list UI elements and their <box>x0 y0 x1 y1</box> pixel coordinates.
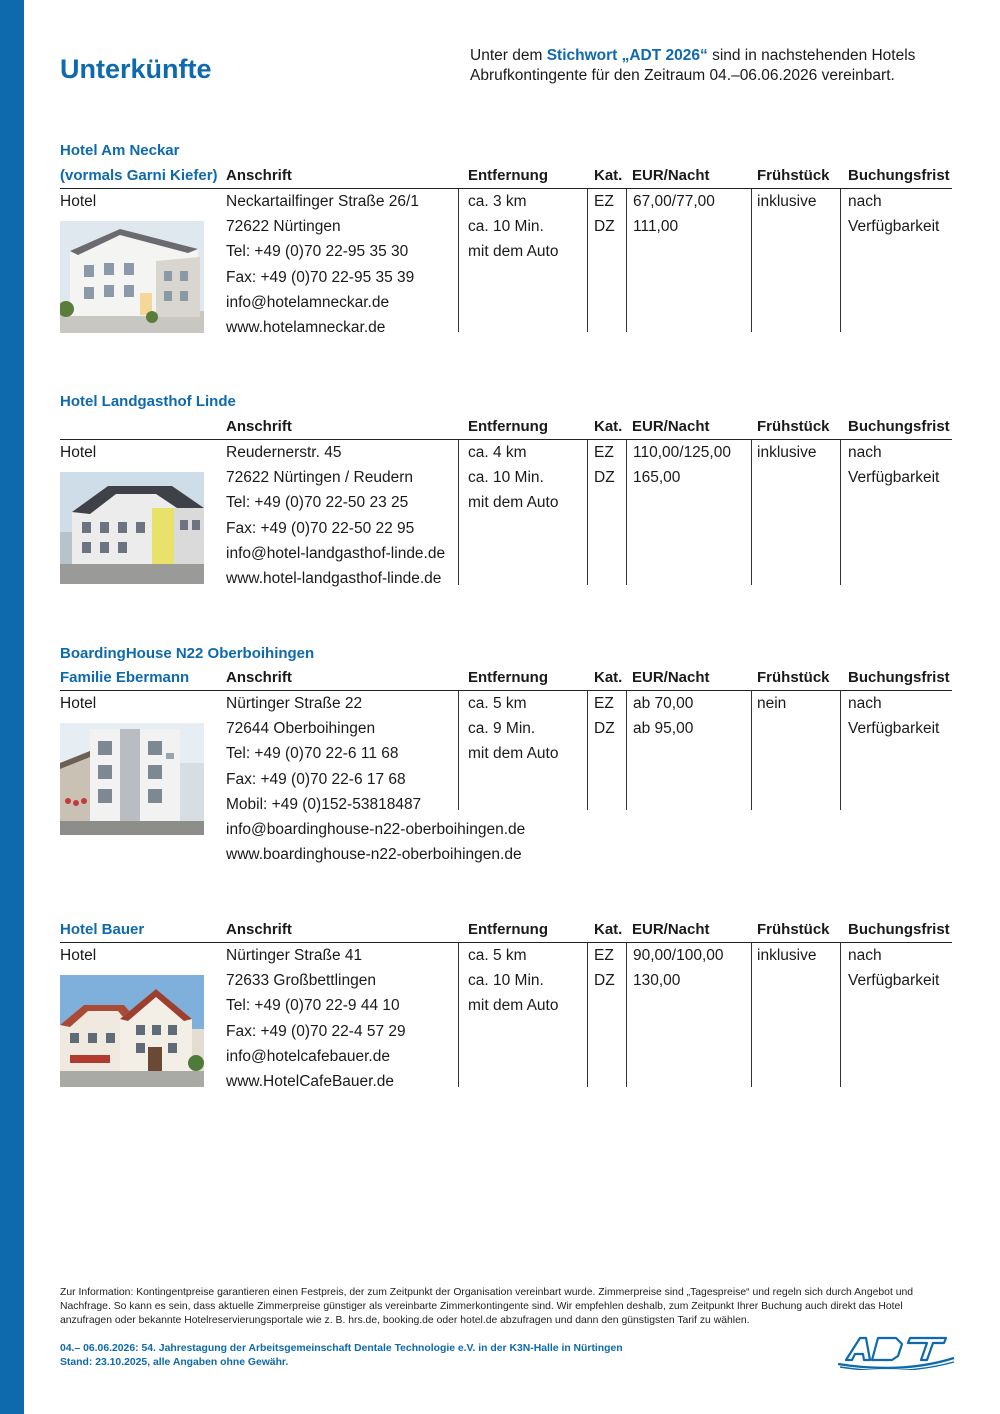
address-column <box>226 440 445 591</box>
address-column <box>226 189 419 340</box>
hotel-subtitle: (vormals Garni Kiefer) <box>60 167 218 184</box>
deadline-column <box>848 943 939 993</box>
address-phone: Tel: +49 (0)70 22-9 44 10 <box>226 997 400 1015</box>
kat-column <box>594 943 615 993</box>
address-street: Nürtinger Straße 41 <box>226 947 363 964</box>
address-website: www.hotelamneckar.de <box>226 318 386 336</box>
deadline-column <box>848 189 939 239</box>
col-entfernung: Entfernung <box>468 167 548 184</box>
breakfast-value: inklusive <box>757 947 817 964</box>
price-ez: ab 70,00 <box>633 695 694 712</box>
footer-event <box>60 1342 623 1370</box>
adt-logo-icon <box>836 1334 956 1370</box>
column-divider <box>626 943 627 1087</box>
address-website: www.boardinghouse-n22-oberboihingen.de <box>226 846 522 864</box>
intro-prefix: Unter dem <box>470 47 543 64</box>
intro-line-2: Abrufkontingente für den Zeitraum 04.–06.06.2026 vereinbart. <box>470 67 895 84</box>
intro-keyword: Stichwort „ADT 2026“ <box>546 47 708 64</box>
kat-ez: EZ <box>594 193 614 210</box>
distance-min: ca. 10 Min. <box>468 972 544 990</box>
deadline-line-2: Verfügbarkeit <box>848 972 940 990</box>
col-eur: EUR/Nacht <box>632 921 710 938</box>
price-dz: 111,00 <box>633 218 679 236</box>
column-divider <box>458 943 459 1087</box>
col-eur: EUR/Nacht <box>632 167 710 184</box>
col-fruehstueck: Frühstück <box>757 167 830 184</box>
col-fruehstueck: Frühstück <box>757 418 830 435</box>
address-column <box>226 943 406 1094</box>
distance-km: ca. 4 km <box>468 444 527 461</box>
col-anschrift: Anschrift <box>226 418 292 435</box>
hotel-photo <box>60 975 204 1087</box>
price-dz: 130,00 <box>633 972 681 990</box>
price-ez: 67,00/77,00 <box>633 193 715 210</box>
kat-column <box>594 691 615 741</box>
column-divider <box>751 943 752 1087</box>
breakfast-value: inklusive <box>757 444 817 461</box>
kat-ez: EZ <box>594 947 614 964</box>
deadline-line-2: Verfügbarkeit <box>848 218 940 236</box>
intro-text <box>470 46 970 86</box>
distance-column <box>468 691 558 767</box>
address-fax: Fax: +49 (0)70 22-95 35 39 <box>226 268 415 286</box>
col-frist: Buchungsfrist <box>848 669 950 686</box>
column-divider <box>458 440 459 585</box>
address-website: www.hotel-landgasthof-linde.de <box>226 569 442 587</box>
distance-mode: mit dem Auto <box>468 997 559 1015</box>
footer-event-line-2: Stand: 23.10.2025, alle Angaben ohne Gewähr. <box>60 1357 289 1368</box>
footer-event-line-1: 04.– 06.06.2026: 54. Jahrestagung der Arbeitsgemeinschaft Dentale Technologie e.V. in der K3N-Halle in Nürtingen <box>60 1343 623 1354</box>
column-divider <box>587 943 588 1087</box>
deadline-line-2: Verfügbarkeit <box>848 469 940 487</box>
distance-mode: mit dem Auto <box>468 494 559 512</box>
distance-min: ca. 10 Min. <box>468 218 544 236</box>
distance-mode: mit dem Auto <box>468 243 559 261</box>
hotel-name: Hotel Am Neckar <box>60 142 180 159</box>
boardinghouse-photo-icon <box>60 723 204 835</box>
distance-column <box>468 943 558 1019</box>
deadline-line-2: Verfügbarkeit <box>848 720 940 738</box>
deadline-line-1: nach <box>848 193 882 210</box>
deadline-line-1: nach <box>848 695 882 712</box>
hotel-name: Hotel Bauer <box>60 921 145 938</box>
column-divider <box>840 691 841 810</box>
distance-km: ca. 3 km <box>468 193 527 210</box>
price-ez: 110,00/125,00 <box>633 444 731 461</box>
price-dz: 165,00 <box>633 469 681 487</box>
col-frist: Buchungsfrist <box>848 167 950 184</box>
column-divider <box>458 189 459 332</box>
distance-column <box>468 440 558 516</box>
address-fax: Fax: +49 (0)70 22-6 17 68 <box>226 770 406 788</box>
table-header <box>60 667 952 691</box>
col-anschrift: Anschrift <box>226 921 292 938</box>
adt-logo <box>836 1334 956 1370</box>
col-kat: Kat. <box>594 418 623 435</box>
address-phone: Tel: +49 (0)70 22-95 35 30 <box>226 243 409 261</box>
column-divider <box>626 691 627 810</box>
distance-min: ca. 10 Min. <box>468 469 544 487</box>
hotel-type: Hotel <box>60 947 97 964</box>
distance-km: ca. 5 km <box>468 695 527 712</box>
address-city: 72622 Nürtingen <box>226 218 341 236</box>
col-kat: Kat. <box>594 669 623 686</box>
column-divider <box>751 189 752 332</box>
brand-sidebar-stripe <box>0 0 24 1414</box>
address-city: 72633 Großbettlingen <box>226 972 376 990</box>
breakfast-value: nein <box>757 695 787 712</box>
kat-column <box>594 440 615 490</box>
col-frist: Buchungsfrist <box>848 921 950 938</box>
hotel-linde-photo-icon <box>60 472 204 584</box>
address-fax: Fax: +49 (0)70 22-4 57 29 <box>226 1022 406 1040</box>
price-column <box>633 189 715 239</box>
hotel-subtitle: Familie Ebermann <box>60 669 190 686</box>
hotel-type: Hotel <box>60 695 97 712</box>
col-anschrift: Anschrift <box>226 669 292 686</box>
deadline-column <box>848 691 939 741</box>
column-divider <box>840 943 841 1087</box>
col-kat: Kat. <box>594 921 623 938</box>
deadline-line-1: nach <box>848 947 882 964</box>
address-email: info@boardinghouse-n22-oberboihingen.de <box>226 820 526 838</box>
address-email: info@hotelcafebauer.de <box>226 1047 390 1065</box>
deadline-column <box>848 440 939 490</box>
col-frist: Buchungsfrist <box>848 418 950 435</box>
hotel-am-neckar-photo-icon <box>60 221 204 333</box>
hotel-photo <box>60 472 204 584</box>
col-entfernung: Entfernung <box>468 669 548 686</box>
col-entfernung: Entfernung <box>468 418 548 435</box>
col-fruehstueck: Frühstück <box>757 669 830 686</box>
kat-column <box>594 189 615 239</box>
col-eur: EUR/Nacht <box>632 418 710 435</box>
distance-km: ca. 5 km <box>468 947 527 964</box>
hotel-name: Hotel Landgasthof Linde <box>60 393 236 410</box>
table-header <box>60 165 952 189</box>
column-divider <box>751 691 752 810</box>
col-kat: Kat. <box>594 167 623 184</box>
address-phone: Tel: +49 (0)70 22-50 23 25 <box>226 494 409 512</box>
price-column <box>633 943 724 993</box>
column-divider <box>840 189 841 332</box>
kat-ez: EZ <box>594 695 614 712</box>
address-email: info@hotel-landgasthof-linde.de <box>226 544 446 562</box>
column-divider <box>626 440 627 585</box>
hotel-bauer-photo-icon <box>60 975 204 1087</box>
distance-mode: mit dem Auto <box>468 745 559 763</box>
table-header <box>60 919 952 943</box>
distance-column <box>468 189 558 265</box>
column-divider <box>587 189 588 332</box>
kat-ez: EZ <box>594 444 614 461</box>
col-fruehstueck: Frühstück <box>757 921 830 938</box>
column-divider <box>751 440 752 585</box>
table-header <box>60 416 952 440</box>
price-ez: 90,00/100,00 <box>633 947 724 964</box>
kat-dz: DZ <box>594 218 615 236</box>
hotel-type: Hotel <box>60 193 97 210</box>
hotel-photo <box>60 723 204 835</box>
page-title: Unterkünfte <box>60 54 212 84</box>
price-column <box>633 691 693 741</box>
address-email: info@hotelamneckar.de <box>226 293 390 311</box>
address-website: www.HotelCafeBauer.de <box>226 1072 395 1090</box>
address-street: Nürtinger Straße 22 <box>226 695 363 712</box>
column-divider <box>626 189 627 332</box>
deadline-line-1: nach <box>848 444 882 461</box>
kat-dz: DZ <box>594 469 615 487</box>
price-column <box>633 440 731 490</box>
hotel-photo <box>60 221 204 333</box>
col-eur: EUR/Nacht <box>632 669 710 686</box>
kat-dz: DZ <box>594 972 615 990</box>
column-divider <box>587 440 588 585</box>
kat-dz: DZ <box>594 720 615 738</box>
hotel-name: BoardingHouse N22 Oberboihingen <box>60 645 315 662</box>
address-street: Neckartailfinger Straße 26/1 <box>226 193 419 210</box>
col-entfernung: Entfernung <box>468 921 548 938</box>
col-anschrift: Anschrift <box>226 167 292 184</box>
hotel-type: Hotel <box>60 444 97 461</box>
price-dz: ab 95,00 <box>633 720 694 738</box>
address-city: 72622 Nürtingen / Reudern <box>226 469 413 487</box>
column-divider <box>840 440 841 585</box>
logo-text: ADT <box>896 1354 898 1355</box>
distance-min: ca. 9 Min. <box>468 720 536 738</box>
intro-suffix: sind in nachstehenden Hotels <box>712 47 916 64</box>
footer-info-text: Zur Information: Kontingentpreise garantieren einen Festpreis, der zum Zeitpunkt der Organisation vereinbart wurde. Zimmerpreise sind „Tagespreise“ und regeln sich durch Angebot und Nachfrage. So kann es sein, dass aktuelle Zimmerpreise günstiger als vereinbarte Zimmerkontingente sind. Wir empfehlen deshalb, zum Zeitpunkt Ihrer Buchung auch direkt das Hotel anzufragen oder bekannte Hotelreservierungsportale wie z. B. hrs.de, booking.de oder hotel.de abzufragen und dann den günstigsten Tarif zu wählen. <box>60 1287 914 1326</box>
address-city: 72644 Oberboihingen <box>226 720 376 738</box>
address-phone: Tel: +49 (0)70 22-6 11 68 <box>226 745 399 763</box>
address-mobile: Mobil: +49 (0)152-53818487 <box>226 795 422 813</box>
address-fax: Fax: +49 (0)70 22-50 22 95 <box>226 519 415 537</box>
column-divider <box>587 691 588 810</box>
breakfast-value: inklusive <box>757 193 817 210</box>
address-street: Reudernerstr. 45 <box>226 444 342 461</box>
